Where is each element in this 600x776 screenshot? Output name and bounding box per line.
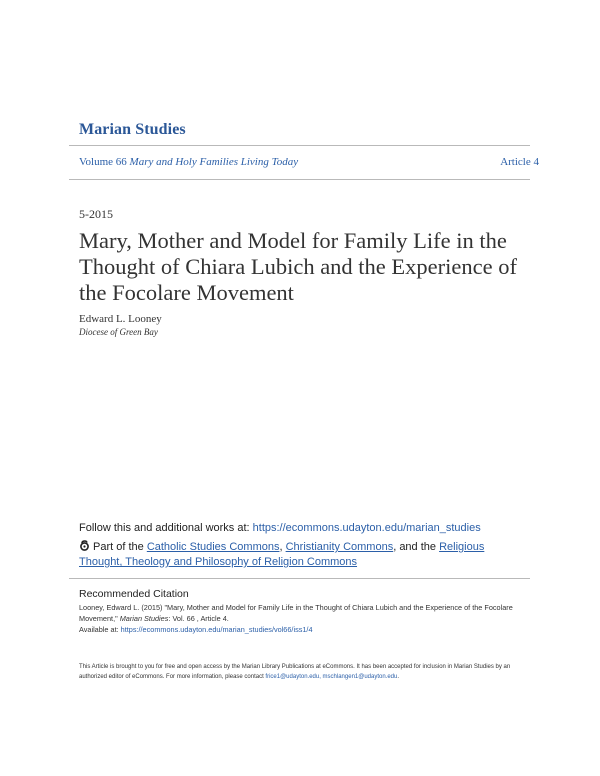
volume-line	[79, 156, 539, 168]
contact-emails-link[interactable]: frice1@udayton.edu, mschlangen1@udayton.edu	[265, 674, 398, 680]
citation-volume: : Vol. 66 , Article 4.	[168, 614, 229, 623]
author-affiliation: Diocese of Green Bay	[79, 327, 158, 337]
follow-prefix: Follow this and additional works at:	[79, 522, 253, 534]
christianity-commons-link[interactable]: Christianity Commons	[285, 541, 394, 553]
open-access-icon	[79, 540, 90, 551]
part-of-separator-1: ,	[279, 541, 286, 553]
follow-line	[79, 522, 481, 534]
part-of-line	[79, 540, 519, 570]
publication-date: 5-2015	[79, 207, 113, 221]
available-prefix: Available at:	[79, 625, 121, 634]
volume-label: Volume 66	[79, 156, 127, 168]
header-rule-top	[69, 145, 530, 146]
citation-rule	[69, 578, 530, 579]
part-of-prefix: Part of the	[93, 541, 147, 553]
volume-title: Mary and Holy Families Living Today	[129, 156, 299, 168]
citation-journal: Marian Studies	[119, 614, 169, 623]
footer-text: This Article is brought to you for free and open access by the Marian Library Publications at eCommons. It has been accepted for inclusion in Marian Studies by an authorized editor of eCommons. For more information, please contact	[79, 664, 511, 680]
journal-title[interactable]: Marian Studies	[79, 121, 186, 138]
author-name: Edward L. Looney	[79, 313, 162, 325]
catholic-studies-link[interactable]: Catholic Studies Commons	[146, 541, 280, 553]
article-number-link[interactable]: Article 4	[500, 156, 539, 168]
citation-url-link[interactable]: https://ecommons.udayton.edu/marian_studies/vol66/iss1/4	[120, 625, 313, 634]
footer-notice	[79, 662, 529, 682]
part-of-separator-2: , and the	[393, 541, 440, 553]
citation-text	[79, 602, 524, 635]
header-rule-bottom	[69, 179, 530, 180]
footer-end: .	[397, 674, 400, 680]
volume-link[interactable]	[79, 156, 298, 168]
citation-body: Looney, Edward L. (2015) "Mary, Mother and Model for Family Life in the Thought of Chiara Lubich and the Experience of the Focolare Movement,"	[79, 603, 513, 623]
recommended-citation-heading: Recommended Citation	[79, 588, 189, 600]
article-title: Mary, Mother and Model for Family Life in the Thought of Chiara Lubich and the Experience of the Focolare Movement	[79, 228, 517, 305]
religious-thought-link[interactable]: Religious Thought, Theology and Philosophy of Religion Commons	[79, 541, 485, 568]
follow-url-link[interactable]: https://ecommons.udayton.edu/marian_studies	[252, 522, 481, 534]
